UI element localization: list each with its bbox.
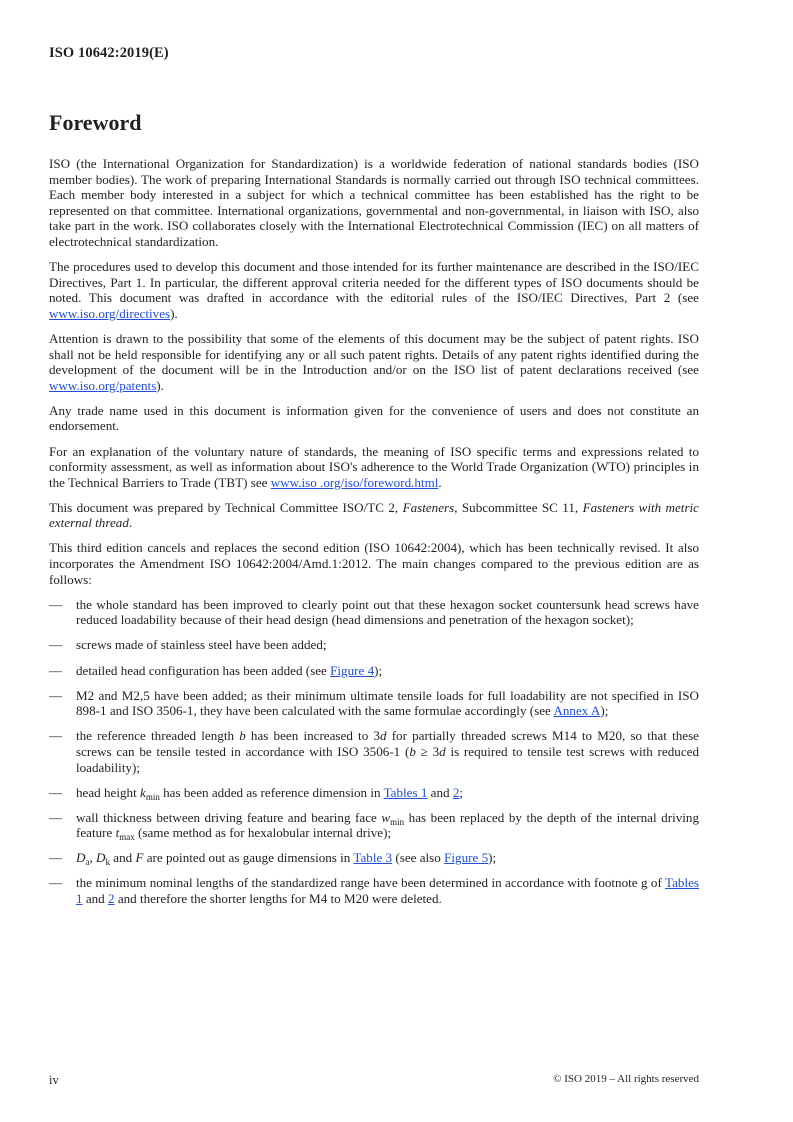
paragraph-voluntary-nature: For an explanation of the voluntary nature of standards, the meaning of ISO specific terms and expressions related to conformity assessment, as well as information about ISO's adherence to the World Trade Organization (WTO) principles in the Technical Barriers to Trade (TBT) see www.iso .org/iso/foreword.html.	[49, 443, 699, 490]
list-item: — wall thickness between driving feature and bearing face $w_{min}$ has been replaced by the depth of the internal driving feature $t_{max}$ (same method as for hexalobular internal drive);	[49, 809, 699, 843]
paragraph-prepared-by: This document was prepared by Technical Committee ISO/TC 2, Fasteners, Subcommittee SC 11, Fasteners with metric external thread.	[49, 499, 699, 531]
table-2-link[interactable]: 2	[108, 891, 115, 907]
table-3-link[interactable]: Table 3	[353, 850, 393, 866]
tables-1-link[interactable]: Tables 1	[383, 784, 428, 800]
list-item: — head height $k_{min}$ has been added as reference dimension in Tables 1 and 2;	[49, 784, 464, 802]
paragraph-trade-name: Any trade name used in this document is information given for the convenience of users and does not constitute an endorsement.	[49, 402, 699, 434]
paragraph-edition: This third edition cancels and replaces the second edition (ISO 10642:2004), which has been technically revised. It also incorporates the Amendment ISO 10642:2004/Amd.1:2012. The main changes compared to the previous edition are as follows:	[49, 540, 699, 587]
changes-list	[49, 597, 699, 907]
dash-bullet: —	[49, 784, 63, 800]
dash-bullet: —	[49, 687, 63, 703]
dash-bullet: —	[49, 728, 63, 744]
paragraph-patents: Attention is drawn to the possibility that some of the elements of this document may be the subject of patent rights. ISO shall not be held responsible for identifying any or all such patent rights. Details of any patent rights identified during the development of the document will be in the Introduction and/or on the ISO list of patent declarations received (see www.iso.org/patents).	[49, 330, 699, 393]
paragraph-iso-intro: ISO (the International Organization for Standardization) is a worldwide federation of national standards bodies (ISO member bodies). The work of preparing International Standards is normally carried out through ISO technical committees. Each member body interested in a subject for which a technical committee has been established has the right to be represented on that committee. International organizations, governmental and non-governmental, in liaison with ISO, also take part in the work. ISO collaborates closely with the International Electrotechnical Commission (IEC) on all matters of electrotechnical standardization.	[49, 156, 699, 249]
foreword-body	[49, 156, 699, 916]
paragraph-procedures: The procedures used to develop this document and those intended for its further maintenance are described in the ISO/IEC Directives, Part 1. In particular, the different approval criteria needed for the different types of ISO documents should be noted. This document was drafted in accordance with the editorial rules of the ISO/IEC Directives, Part 2 (see www.iso.org/directives).	[49, 259, 699, 321]
dash-bullet: —	[49, 662, 63, 678]
list-item: — the reference threaded length b has been increased to 3d for partially threaded screws M14 to M20, so that these screws can be tensile tested in accordance with ISO 3506-1 (b ≥ 3d is required to tensile test screws with reduced loadability);	[49, 728, 699, 775]
page-number: iv	[49, 1073, 59, 1087]
annex-a-link[interactable]: Annex A	[553, 703, 601, 719]
dash-bullet: —	[49, 637, 63, 653]
list-item: — the whole standard has been improved to clearly point out that these hexagon socket countersunk head screws have reduced loadability because of their head design (head dimensions and penetration of the hexagon socket);	[49, 596, 699, 628]
dash-bullet: —	[49, 875, 63, 891]
page-title: Foreword	[49, 110, 142, 135]
dash-bullet: —	[49, 809, 63, 825]
patents-link[interactable]: www.iso.org/patents	[49, 377, 157, 393]
figure-4-link[interactable]: Figure 4	[330, 662, 375, 678]
list-item: — $D_a$, $D_k$ and F are pointed out as gauge dimensions in Table 3 (see also Figure 5);	[49, 850, 497, 868]
foreword-link[interactable]: www.iso .org/iso/foreword.html	[270, 474, 439, 490]
table-2-link[interactable]: 2	[452, 784, 460, 800]
dash-bullet: —	[49, 596, 63, 612]
list-item: — screws made of stainless steel have been added;	[49, 637, 327, 653]
document-id-header: ISO 10642:2019(E)	[49, 45, 169, 61]
list-item: — the minimum nominal lengths of the standardized range have been determined in accordance with footnote g of Tables 1 and 2 and therefore the shorter lengths for M4 to M20 were deleted.	[49, 875, 699, 907]
figure-5-link[interactable]: Figure 5	[444, 850, 489, 866]
directives-link[interactable]: www.iso.org/directives	[49, 305, 171, 321]
copyright-notice: © ISO 2019 – All rights reserved	[553, 1073, 699, 1085]
list-item: — M2 and M2,5 have been added; as their minimum ultimate tensile loads for full loadability are not specified in ISO 898-1 and ISO 3506-1, they have been calculated with the same formulae accordingly (see Annex A);	[49, 687, 699, 719]
tables-1-link[interactable]: Tables 1	[76, 875, 699, 907]
dash-bullet: —	[49, 850, 63, 866]
list-item: — detailed head configuration has been added (see Figure 4);	[49, 662, 383, 678]
